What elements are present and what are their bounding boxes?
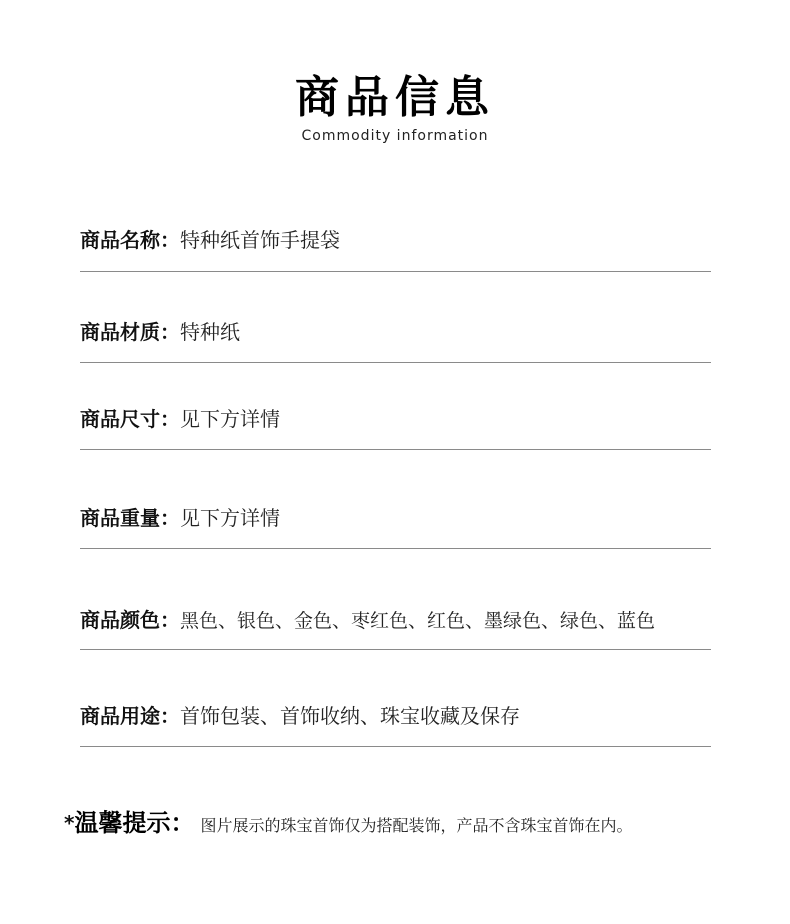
info-value-material: 特种纸 <box>180 320 240 344</box>
page-subtitle: Commodity information <box>301 128 489 144</box>
asterisk: * <box>64 811 75 835</box>
warm-tip-text: 图片展示的珠宝首饰仅为搭配装饰，产品不含珠宝首饰在内。 <box>200 816 633 835</box>
info-value-size: 见下方详情 <box>180 407 280 431</box>
divider <box>80 746 711 747</box>
info-row-size <box>80 404 711 434</box>
info-value-color: 黑色、银色、金色、枣红色、红色、墨绿色、绿色、蓝色 <box>180 610 656 632</box>
info-row-material <box>80 317 711 347</box>
info-label-color: 商品颜色： <box>80 608 180 632</box>
warm-tip <box>64 806 632 840</box>
divider <box>80 362 711 363</box>
divider <box>80 271 711 272</box>
info-value-usage: 首饰包装、首饰收纳、珠宝收藏及保存 <box>180 704 520 728</box>
info-value-name: 特种纸首饰手提袋 <box>180 228 340 252</box>
warm-tip-label: 温馨提示： <box>74 809 195 837</box>
info-row-weight <box>80 503 711 533</box>
info-label-weight: 商品重量： <box>80 506 180 530</box>
info-value-weight: 见下方详情 <box>180 506 280 530</box>
info-row-usage <box>80 701 711 731</box>
info-row-color <box>80 605 711 635</box>
divider <box>80 449 711 450</box>
info-row-name <box>80 225 711 255</box>
divider <box>80 649 711 650</box>
info-label-material: 商品材质： <box>80 320 180 344</box>
info-label-size: 商品尺寸： <box>80 407 180 431</box>
info-label-name: 商品名称： <box>80 228 180 252</box>
page-title: 商品信息 <box>295 72 495 123</box>
divider <box>80 548 711 549</box>
info-label-usage: 商品用途： <box>80 704 180 728</box>
